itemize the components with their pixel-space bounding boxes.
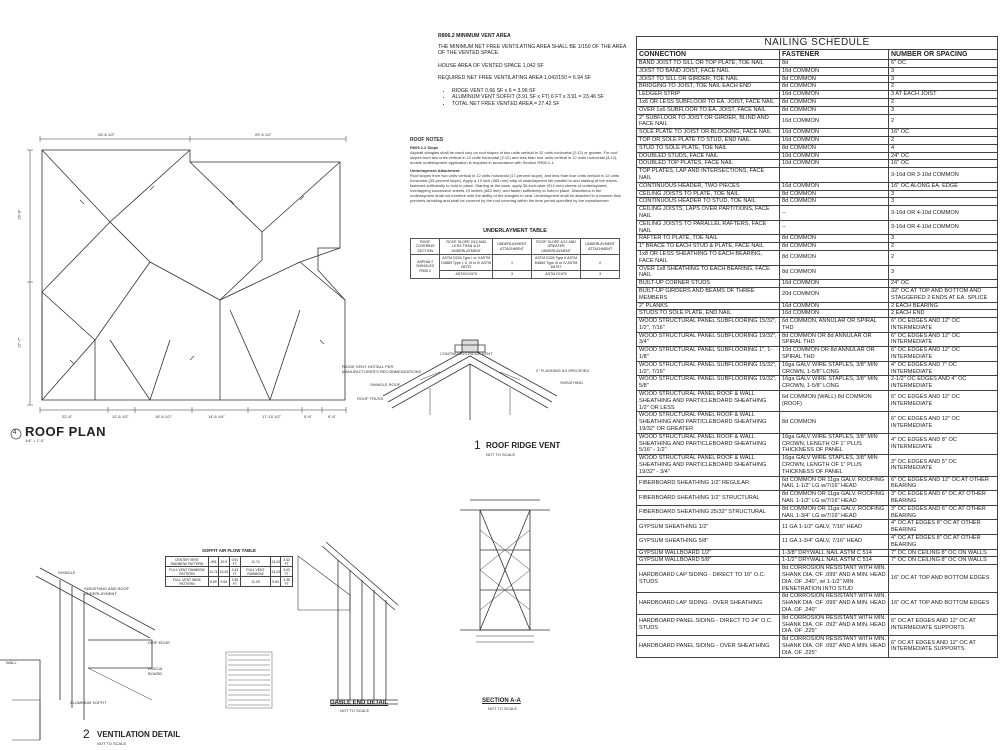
nailing-header-row xyxy=(637,50,998,60)
table-cell: 11.74 xyxy=(241,557,271,567)
table-cell: 16" OC AT TOP AND BOTTOM EDGES xyxy=(889,593,998,614)
table-cell: 16d COMMON xyxy=(780,91,889,99)
table-cell: DOUBLED STUDS, FACE NAIL xyxy=(637,152,780,160)
table-cell: 16ga GALV WIRE STAPLES, 3/8" MIN CROWN, LENGTH OF 1" PLUS THICKNESS OF PANEL xyxy=(780,433,889,454)
roof-notes-heading: ROOF NOTES xyxy=(410,137,444,143)
roof-plan-number: 4 xyxy=(13,430,17,436)
table-cell: 6d COMMON OR 11ga GALV. ROOFING NAIL 1-1/2" LG w/7/16" HEAD xyxy=(780,476,889,491)
ridge-vent-title: ROOF RIDGE VENT xyxy=(486,441,561,450)
ventilation-scale: NOT TO SCALE xyxy=(97,741,127,746)
table-cell: 6d COMMON, ANNULAR OR SPIRAL THD xyxy=(780,318,889,333)
table-row xyxy=(637,243,998,251)
table-row xyxy=(637,280,998,288)
table-cell: 16" OC ALONG EA. EDGE xyxy=(889,182,998,190)
table-cell: 8d CORROSION RESISTANT WITH MIN. SHANK DIA. OF .092" AND A MIN. HEAD DIA. OF .225" xyxy=(780,636,889,657)
roof-plan-title: ROOF PLAN xyxy=(25,424,107,439)
table-cell: FULL VENT RAINBOW xyxy=(241,567,271,577)
table-cell: WOOD STRUCTURAL PANEL SUBFLOORING 1", 1-1/8" xyxy=(637,347,780,362)
table-cell: 3-16d OR 3-10d COMMON xyxy=(889,168,998,183)
nailing-header-cell: FASTENER xyxy=(780,50,889,60)
table-cell: 6" OC EDGES AND 12" OC INTERMEDIATE xyxy=(889,347,998,362)
ridge-callout: SHEATHING xyxy=(560,380,584,385)
nailing-title: NAILING SCHEDULE xyxy=(637,37,998,50)
table-row xyxy=(637,520,998,535)
table-row xyxy=(637,206,998,221)
table-cell: HARDBOARD PANEL SIDING - DIRECT TO 24" O.C. STUDS xyxy=(637,614,780,635)
table-row xyxy=(637,114,998,129)
table-header-cell: ROOF SLOPE 4/12 AND GREATER UNDERLAYMENT xyxy=(531,239,581,255)
table-cell: BRIDGING TO JOIST, TOE NAIL EACH END xyxy=(637,83,780,91)
dim-left-1: 26'-8" xyxy=(16,209,22,220)
table-cell: 8d CORROSION RESISTANT WITH MIN. SHANK DIA. OF .099" AND A MIN. HEAD DIA. OF .240" xyxy=(780,593,889,614)
table-row xyxy=(411,271,620,278)
table-row xyxy=(637,168,998,183)
table-row xyxy=(637,310,998,318)
table-cell: 6" OC EDGES AND 12" OC INTERMEDIATE xyxy=(889,412,998,433)
table-cell: FIBERBOARD SHEATHING 1/2" REGULAR xyxy=(637,476,780,491)
table-cell: 9.64 xyxy=(219,577,230,587)
table-cell: 8d COMMON xyxy=(780,235,889,243)
vent-callout: SHEATHING AND ROOF UNDERLAYMENT xyxy=(84,586,130,596)
table-cell: 2 xyxy=(581,255,620,271)
table-row xyxy=(637,476,998,491)
table-cell: WOOD STRUCTURAL PANEL SUBFLOORING 19/32", 5/8" xyxy=(637,376,780,391)
nailing-header-cell: NUMBER OR SPACING xyxy=(889,50,998,60)
table-cell: 2-1/2" OC EDGES AND 4" OC INTERMEDIATE xyxy=(889,376,998,391)
table-cell: 3" OC EDGES AND 5" OC INTERMEDIATE xyxy=(889,455,998,476)
table-cell: 16d COMMON xyxy=(780,310,889,318)
table-cell: CEILING JOISTS TO PARALLEL RAFTERS, FACE NAIL xyxy=(637,220,780,235)
table-cell: -- xyxy=(780,220,889,235)
table-cell: 8d COMMON xyxy=(780,106,889,114)
table-row xyxy=(166,567,293,577)
table-cell: 3.35 FT xyxy=(281,577,293,587)
table-cell: 8d COMMON xyxy=(780,412,889,433)
table-cell: 3 xyxy=(493,271,532,278)
table-cell: 8d COMMON xyxy=(780,190,889,198)
table-cell: 32" OC AT TOP AND BOTTOM AND STAGGERED 2 ENDS AT EA. SPLICE xyxy=(889,287,998,302)
table-cell: 1 xyxy=(493,255,532,271)
table-cell: 16d COMMON xyxy=(780,114,889,129)
table-cell: BAND JOIST TO SILL OR TOP PLATE, TOE NAIL xyxy=(637,60,780,68)
table-cell: 8d COMMON xyxy=(780,83,889,91)
table-cell: 3 xyxy=(889,198,998,206)
table-row xyxy=(637,144,998,152)
table-cell: 2 xyxy=(889,243,998,251)
table-row xyxy=(637,190,998,198)
table-cell: 3-16d OR 4-10d COMMON xyxy=(889,206,998,221)
ridge-callout: SHINGLE ROOF xyxy=(370,382,401,387)
dim-bottom: 9'-6" xyxy=(328,414,336,419)
table-row xyxy=(637,75,998,83)
table-cell: 16d COMMON xyxy=(780,302,889,310)
table-cell: GYPSUM SHEATHING 5/8" xyxy=(637,535,780,550)
table-cell: 3.43 FT xyxy=(281,557,293,567)
table-cell: 16d COMMON xyxy=(780,67,889,75)
table-cell: 24" OC xyxy=(889,152,998,160)
table-cell: STUD TO SOLE PLATE, TOE NAIL xyxy=(637,144,780,152)
vent-callout: WALL xyxy=(6,660,17,665)
table-row xyxy=(637,361,998,376)
table-cell: 11 GA 1-3/4" GALV, 7/16" HEAD xyxy=(780,535,889,550)
vent-callout: FASCIA BOARD xyxy=(148,666,163,676)
table-cell: 6" OC AT EDGES AND 12" OC AT INTERMEDIATE SUPPORTS xyxy=(889,636,998,657)
table-cell: DOUBLED TOP PLATES, FACE NAIL xyxy=(637,160,780,168)
table-cell: 13.43 xyxy=(270,557,281,567)
table-row xyxy=(637,152,998,160)
table-cell: 4" OC EDGES AND 8" OC INTERMEDIATE xyxy=(889,433,998,454)
table-cell: 3-16d OR 4-10d COMMON xyxy=(889,220,998,235)
table-cell: 2 xyxy=(889,83,998,91)
table-cell: CEILING JOISTS TO PLATE, TOE NAIL xyxy=(637,190,780,198)
table-cell: 16ga GALV WIRE STAPLES, 3/8" MIN CROWN, 1-5/8" LONG xyxy=(780,376,889,391)
table-cell: 4" OC EDGES AND 7" OC INTERMEDIATE xyxy=(889,361,998,376)
table-cell: 8d CORROSION RESISTANT WITH MIN. SHANK DIA. OF .099" AND A MIN. HEAD DIA. OF .240", w/ 1-1/2" MIN PENETRATION INTO STUD xyxy=(780,565,889,593)
table-cell: 2 xyxy=(889,250,998,265)
table-cell: 6d COMMON (WALL) 8d COMMON (ROOF) xyxy=(780,391,889,412)
table-cell: 2 xyxy=(889,98,998,106)
soffit-table xyxy=(165,556,293,587)
table-cell: RAFTER TO PLATE, TOE NAIL xyxy=(637,235,780,243)
table-row xyxy=(637,98,998,106)
table-cell: TOP OR SOLE PLATE TO STUD, END NAIL xyxy=(637,136,780,144)
table-cell: 6" OC EDGES AND 12" OC INTERMEDIATE xyxy=(889,318,998,333)
table-row xyxy=(637,376,998,391)
table-row xyxy=(637,614,998,635)
table-cell: 13.43 xyxy=(270,567,281,577)
table-cell: 6" OC AT EDGES AND 12" OC AT INTERMEDIATE SUPPORTS xyxy=(889,614,998,635)
table-header-cell: ROOF SLOPE 2/12 AND LESS THAN 4/12 UNDERLAYMENT xyxy=(440,239,493,255)
vent-bullet: • TOTAL NET FREE VENTED AREA = 27.42 SF xyxy=(452,101,628,108)
vent-intro: THE MINIMUM NET FREE VENTILATING AREA SHALL BE 1/150 OF THE AREA OF THE VENTED SPACE. xyxy=(438,43,627,56)
table-cell: 6" OC EDGES AND 12" OC AT OTHER BEARING xyxy=(889,476,998,491)
table-cell: SOLE PLATE TO JOIST OR BLOCKING, FACE NAIL xyxy=(637,129,780,137)
table-cell: CEILING JOISTS, LAPS OVER PARTITIONS, FACE NAIL xyxy=(637,206,780,221)
table-cell: WOOD STRUCTURAL PANEL ROOF & WALL SHEATHING AND PARTICLEBOARD SHEATHING 19/32" - 3/4" xyxy=(637,455,780,476)
table-row xyxy=(411,239,620,255)
table-cell: FIBERBOARD SHEATHING 1/2" STRUCTURAL xyxy=(637,491,780,506)
table-cell: OVER 1x8 SHEATHING TO EACH BEARING, FACE NAIL xyxy=(637,265,780,280)
table-cell: 11.74 xyxy=(208,567,218,577)
table-cell: 3 xyxy=(581,271,620,278)
dim-bottom: 12'-6 1/2" xyxy=(112,414,129,419)
table-cell: HARDBOARD LAP SIDING - DIRECT TO 16" O.C. STUDS xyxy=(637,565,780,593)
table-cell: GYPSUM SHEATHING 1/2" xyxy=(637,520,780,535)
roof-notes-body1: Asphalt shingles shall be used only on roof slopes of two units vertical in 12 units horizontal (2:12) or greater. For roof slopes from two units vertical in 12 units horizontal (2:12) and less than four units vertical in 12 units horizontal (4:12), double underlayment application is required in accordance with Section R905.1.1. xyxy=(410,150,618,165)
table-row xyxy=(411,255,620,271)
table-cell: 10d COMMON xyxy=(780,160,889,168)
table-row xyxy=(637,136,998,144)
table-cell: 10.5 xyxy=(219,557,230,567)
dim-top-2: 29'-5 1/2" xyxy=(255,132,272,137)
table-cell: 6" OC EDGES AND 12" OC INTERMEDIATE xyxy=(889,391,998,412)
table-cell: -- xyxy=(780,206,889,221)
table-cell: 20d COMMON xyxy=(780,287,889,302)
section-title: SECTION A-A xyxy=(482,698,521,704)
vent-area-block xyxy=(438,33,628,107)
vent-callout: SHINGLE xyxy=(58,570,76,575)
table-cell: BUILT-UP GIRDERS AND BEAMS OF THREE MEMBERS xyxy=(637,287,780,302)
table-row xyxy=(637,302,998,310)
table-cell: CONTINUOUS HEADER TO STUD, TOE NAIL xyxy=(637,198,780,206)
table-cell: 8d COMMON xyxy=(780,265,889,280)
table-cell: 8d COMMON xyxy=(780,144,889,152)
table-cell: LEDGER STRIP xyxy=(637,91,780,99)
table-cell: .691 xyxy=(208,557,218,567)
table-cell: 16ga GALV WIRE STAPLES, 3/8" MIN CROWN, LENGTH OF 1" PLUS THICKNESS OF PANEL xyxy=(780,455,889,476)
table-cell: 16d COMMON xyxy=(780,136,889,144)
nailing-body xyxy=(637,60,998,658)
table-cell: 4 xyxy=(889,144,998,152)
table-cell: 16" OC xyxy=(889,160,998,168)
table-cell: 8d COMMON OR 11ga GALV. ROOFING NAIL 1-3/4" LG w/7/16" HEAD xyxy=(780,505,889,520)
table-row xyxy=(637,557,998,565)
table-row xyxy=(637,129,998,137)
table-cell: 0.91 FT xyxy=(229,557,241,567)
table-cell: 6" OC xyxy=(889,60,998,68)
table-cell: 2" PLANKS xyxy=(637,302,780,310)
table-row xyxy=(637,67,998,75)
table-cell: ASTM D1970 xyxy=(440,271,493,278)
vent-callout: ALUMINUM SOFFIT xyxy=(70,700,107,705)
table-cell: 9.64 xyxy=(270,577,281,587)
underlayment-title: UNDERLAYMENT TABLE xyxy=(483,228,547,234)
table-row xyxy=(637,332,998,347)
table-cell: 8d COMMON xyxy=(780,75,889,83)
ridge-vent-number: 1 xyxy=(474,438,481,452)
table-cell: TOP PLATES, LAP AND INTERSECTIONS, FACE NAIL xyxy=(637,168,780,183)
table-row xyxy=(637,391,998,412)
dim-left-2: 27'-7" xyxy=(16,337,22,348)
table-row xyxy=(637,347,998,362)
vent-bullet: • RIDGE VENT 0.66 SF x 6 = 3.96 SF xyxy=(452,88,628,95)
table-cell: WOOD STRUCTURAL PANEL ROOF & WALL SHEATHING AND PARTICLEBOARD SHEATHING 19/32" OR GREATER xyxy=(637,412,780,433)
table-row xyxy=(637,412,998,433)
vent-callout: DRIP EDGE xyxy=(148,640,170,645)
table-cell: JOIST TO BAND JOIST, FACE NAIL xyxy=(637,67,780,75)
table-row xyxy=(637,106,998,114)
table-cell: 3.35 FT xyxy=(229,577,241,587)
table-cell: 13.43 xyxy=(219,567,230,577)
table-cell: FULL VENT RAINBOW PATTERN xyxy=(166,567,209,577)
table-cell: 2 EACH END xyxy=(889,310,998,318)
roof-notes-sub1: R905.2.2 Slope xyxy=(410,145,439,150)
table-cell: HARDBOARD LAP SIDING - OVER SHEATHING xyxy=(637,593,780,614)
dim-bottom: 15'-6 1/2" xyxy=(155,414,172,419)
table-cell: 10d COMMON OR 8d ANNULAR OR SPIRAL THD xyxy=(780,347,889,362)
table-cell: 16d COMMON xyxy=(780,280,889,288)
table-cell: CENTER VENT RAINBOW PATTERN xyxy=(166,557,209,567)
soffit-table-title: SOFFIT AIR FLOW TABLE xyxy=(202,548,256,553)
roof-notes-sub2: Underlayment Attachment xyxy=(410,168,460,173)
ridge-callout: 2" FLASHING AS SPECIFIED xyxy=(536,368,590,373)
ridge-callout: CONTINUOUS RIDGE VENT xyxy=(440,351,493,356)
ridge-callout: ROOF TRUSS xyxy=(357,396,384,401)
table-cell: 1-3/8" DRYWALL NAIL ASTM C 514 xyxy=(780,549,889,557)
table-cell: 10d COMMON xyxy=(780,152,889,160)
underlayment-table xyxy=(410,238,620,279)
table-cell: BUILT-UP CORNER STUDS xyxy=(637,280,780,288)
table-cell: 7" OC ON CEILING 8" OC ON WALLS xyxy=(889,549,998,557)
table-cell: FIBERBOARD SHEATHING 25/32" STRUCTURAL xyxy=(637,505,780,520)
table-cell: 3 xyxy=(889,67,998,75)
table-row xyxy=(637,287,998,302)
table-row xyxy=(637,455,998,476)
table-cell: 16" OC AT TOP AND BOTTOM EDGES xyxy=(889,565,998,593)
table-cell: WOOD STRUCTURAL PANEL ROOF & WALL SHEATHING AND PARTICLEBOARD SHEATHING 1/2" OR LESS xyxy=(637,391,780,412)
table-cell: ASTM D1970 xyxy=(531,271,581,278)
table-cell: 3 AT EACH JOIST xyxy=(889,91,998,99)
table-row xyxy=(637,549,998,557)
table-row xyxy=(637,265,998,280)
table-cell: 24" OC xyxy=(889,280,998,288)
table-cell: 1-1/2" DRYWALL NAIL ASTM C 514 xyxy=(780,557,889,565)
table-cell: 16ga GALV WIRE STAPLES, 3/8" MIN CROWN, 1-5/8" LONG xyxy=(780,361,889,376)
table-row xyxy=(637,491,998,506)
section-aa-drawing xyxy=(460,500,550,642)
dim-bottom: 5'-6" xyxy=(304,414,312,419)
table-cell: WOOD STRUCTURAL PANEL SUBFLOORING 15/32", 1/2", 7/16" xyxy=(637,361,780,376)
nailing-header-cell: CONNECTION xyxy=(637,50,780,60)
table-cell: 8d COMMON xyxy=(780,198,889,206)
table-row xyxy=(637,250,998,265)
table-cell: 11 GA 1-1/2" GALV, 7/16" HEAD xyxy=(780,520,889,535)
table-cell: 3 xyxy=(889,265,998,280)
gable-scale: NOT TO SCALE xyxy=(340,708,370,713)
table-cell: WOOD STRUCTURAL PANEL SUBFLOORING 19/32", 3/4" xyxy=(637,332,780,347)
table-cell: GYPSUM WALLBOARD 1/2" xyxy=(637,549,780,557)
table-cell: CONTINUOUS HEADER, TWO PIECES xyxy=(637,182,780,190)
table-cell: WOOD STRUCTURAL PANEL SUBFLOORING 15/32", 1/2", 7/16" xyxy=(637,318,780,333)
vent-house-area: HOUSE AREA OF VENTED SPACE 1,042 SF xyxy=(438,62,544,69)
table-cell: 3 xyxy=(889,75,998,83)
table-row xyxy=(637,91,998,99)
table-cell: 8d COMMON xyxy=(780,98,889,106)
table-row xyxy=(637,235,998,243)
table-cell: 2 EACH BEARING xyxy=(889,302,998,310)
table-cell: 4" OC AT EDGES 8" OC AT OTHER BEARING xyxy=(889,520,998,535)
ridge-vent-scale: NOT TO SCALE xyxy=(486,452,516,457)
table-cell: 2" SUBFLOOR TO JOIST OR GIRDER, BLIND AND FACE NAIL xyxy=(637,114,780,129)
table-cell: WOOD STRUCTURAL PANEL ROOF & WALL SHEATHING AND PARTICLEBOARD SHEATHING 5/16" - 1/2" xyxy=(637,433,780,454)
gable-end-drawing xyxy=(322,542,398,704)
table-cell: 1x6 OR LESS SUBFLOOR TO EA. JOIST, FACE NAIL xyxy=(637,98,780,106)
table-header-cell: UNDERLAYMENT ATTACHMENT xyxy=(493,239,532,255)
table-row xyxy=(637,182,998,190)
table-cell: 8.69 xyxy=(208,577,218,587)
dim-bottom: 22'-6" xyxy=(62,414,73,419)
table-cell: 8d COMMON xyxy=(780,243,889,251)
table-cell: 16d COMMON xyxy=(780,129,889,137)
table-cell: 3 xyxy=(889,190,998,198)
table-row xyxy=(166,577,293,587)
table-cell: 2 xyxy=(889,136,998,144)
table-cell: ASPHALT SHINGLES R905.2 xyxy=(411,255,440,279)
vent-required: REQUIRED NET FREE VENTILATING AREA 1,042/150 = 6.94 SF xyxy=(438,75,592,81)
table-cell: 8d COMMON xyxy=(780,250,889,265)
table-cell: 3 xyxy=(889,106,998,114)
table-row xyxy=(637,60,998,68)
table-cell: 7" OC ON CEILING 8" OC ON WALLS xyxy=(889,557,998,565)
roof-plan-drawing xyxy=(11,136,346,439)
table-row xyxy=(637,433,998,454)
dim-bottom: 17'-10 1/2" xyxy=(262,414,282,419)
table-cell: 2 xyxy=(889,114,998,129)
table-cell: HARDBOARD PANEL SIDING - OVER SHEATHING xyxy=(637,636,780,657)
table-row xyxy=(637,318,998,333)
ventilation-number: 2 xyxy=(83,727,90,741)
table-cell: 11.09 xyxy=(241,577,271,587)
dim-top-1: 28'-8 1/2" xyxy=(98,132,115,137)
table-cell: 3.43 FT xyxy=(281,567,293,577)
roof-notes-body2: Roof slopes from two units vertical in 12 units horizontal (17-percent slope), and less than four units vertical in 12 units horizontal (33-percent slope). Apply a 19 inch (483 mm) strip of underlayment felt parallel to and starting at the eaves, fastened sufficiently to hold in place. Starting at the eave, apply 36-inch-wide (914 mm) sheets of underlayment, overlapping successive sheets 19 inches (483 mm), and fasten sufficiently to hold in place. Distortions in the underlayment shall not interfere with the ability of the shingles to seal. Underlayment shall be attached in a manner that prevents wrinkling and shall be covered by the roof covering within the time period specified by the manufacturer. xyxy=(410,173,621,203)
table-cell: 3 xyxy=(889,235,998,243)
table-cell: 6" OC EDGES AND 12" OC INTERMEDIATE xyxy=(889,332,998,347)
nailing-schedule-table xyxy=(636,36,998,658)
vent-heading: R806.2 MINIMUM VENT AREA xyxy=(438,33,511,39)
table-cell: 1x8 OR LESS SHEATHING TO EACH BEARING, FACE NAIL xyxy=(637,250,780,265)
ridge-callout: RIDGE VENT. INSTALL PER MANUFACTURER'S RECOMMENDATIONS xyxy=(342,364,422,374)
table-row xyxy=(637,636,998,657)
table-cell xyxy=(780,168,889,183)
table-cell: 3" OC EDGES AND 6" OC AT OTHER BEARING xyxy=(889,491,998,506)
table-cell: GYPSUM WALLBOARD 5/8" xyxy=(637,557,780,565)
dim-bottom: 14'-6 1/4" xyxy=(208,414,225,419)
table-cell: JOIST TO SILL OR GIRDER, TOE NAIL xyxy=(637,75,780,83)
table-cell: 8d CORROSION RESISTANT WITH MIN. SHANK DIA. OF .092" AND A MIN. HEAD DIA. OF .225" xyxy=(780,614,889,635)
table-cell: 3.43 FT xyxy=(229,567,241,577)
table-cell: 16d COMMON xyxy=(780,182,889,190)
table-row xyxy=(637,160,998,168)
gable-title: GABLE END DETAIL xyxy=(330,700,389,706)
roof-plan-scale: 1/4" = 1'-0" xyxy=(25,438,45,443)
roof-notes-block xyxy=(410,138,622,203)
table-cell: 4" OC AT EDGES 8" OC AT OTHER BEARING xyxy=(889,535,998,550)
table-cell: ASTM D226 Type I or II ASTM D4869 Type I, II, III or IV ASTM D6757 xyxy=(441,256,492,270)
ventilation-title: VENTILATION DETAIL xyxy=(97,730,181,739)
table-header-cell: UNDERLAYMENT ATTACHMENT xyxy=(581,239,620,255)
table-row xyxy=(166,557,293,567)
table-row xyxy=(637,198,998,206)
table-cell: 1" BRACE TO EACH STUD & PLATE, FACE NAIL xyxy=(637,243,780,251)
table-cell: 3" OC EDGES AND 6" OC AT OTHER BEARING xyxy=(889,505,998,520)
table-row xyxy=(637,505,998,520)
table-cell: OVER 1x6 SUBFLOOR TO EA. JOIST, FACE NAIL xyxy=(637,106,780,114)
table-cell: FULL VENT WIDE PATTERN xyxy=(166,577,209,587)
table-cell: 8d COMMON OR 8d ANNULAR OR SPIRAL THD xyxy=(780,332,889,347)
section-scale: NOT TO SCALE xyxy=(488,706,518,711)
table-cell: STUDS TO SOLE PLATE, END NAIL xyxy=(637,310,780,318)
table-cell: 16" OC xyxy=(889,129,998,137)
vent-bullet: • ALUMINUM VENT SOFFIT (3.91 SF x FT) 6 FT x 3.91 = 23.46 SF xyxy=(452,94,628,101)
table-row xyxy=(637,565,998,593)
table-row xyxy=(637,535,998,550)
table-row xyxy=(637,220,998,235)
table-cell: 8d COMMON OR 11ga GALV. ROOFING NAIL 1-1/2" LG w/7/16" HEAD xyxy=(780,491,889,506)
table-cell: 8d xyxy=(780,60,889,68)
table-cell: ASTM D226 Type II ASTM D4869 Type III or IV ASTM D6757 xyxy=(531,255,581,271)
table-row xyxy=(637,83,998,91)
table-row xyxy=(637,593,998,614)
table-header-cell: ROOF COVERING SECTION xyxy=(411,239,440,255)
